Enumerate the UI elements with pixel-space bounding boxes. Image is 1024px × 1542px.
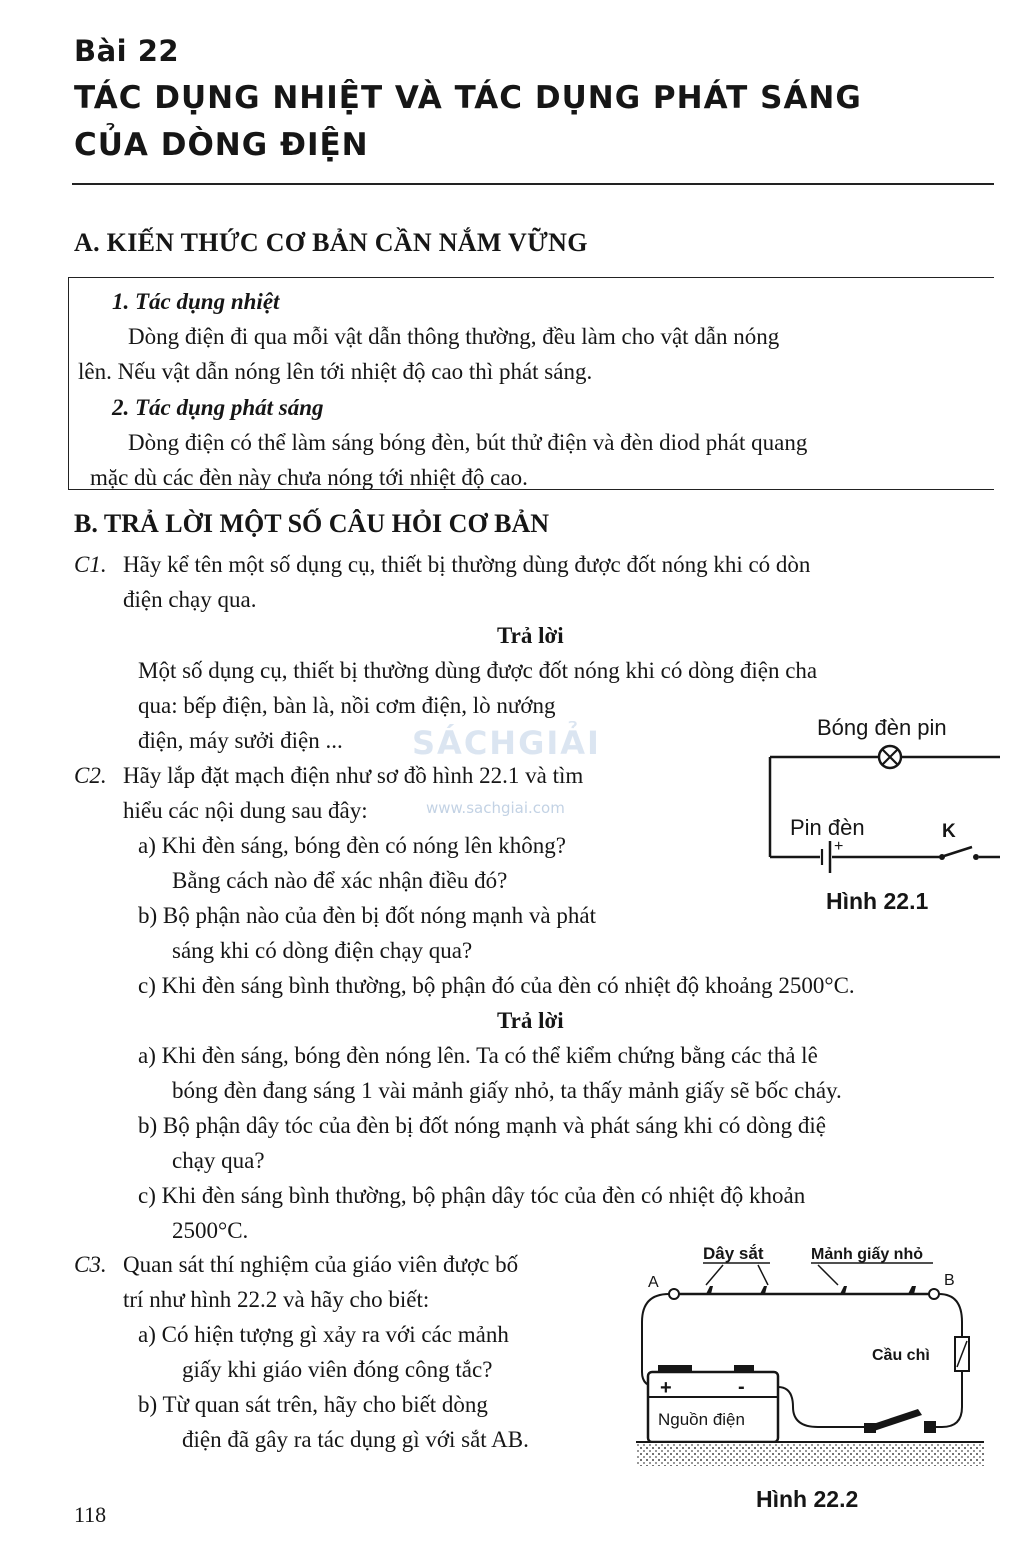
question-c2-b-line-2: sáng khi có dòng điện chạy qua? bbox=[172, 938, 473, 963]
answer-c2-b-line-2: chạy qua? bbox=[172, 1148, 265, 1173]
point-a-label: A bbox=[648, 1274, 659, 1291]
question-c2-a-line-2: Bằng cách nào để xác nhận điều đó? bbox=[172, 868, 508, 893]
lamp-icon bbox=[879, 746, 901, 768]
switch-label: K bbox=[942, 821, 956, 842]
wire-right-top bbox=[939, 1294, 962, 1337]
answer-c2-c-line-2: 2500°C. bbox=[172, 1218, 249, 1243]
item-1-line-1: Dòng điện đi qua mỗi vật dẫn thông thường, đều làm cho vật dẫn nóng bbox=[128, 324, 780, 349]
point-b-label: B bbox=[944, 1272, 955, 1289]
question-c2-b-line-1: b) Bộ phận nào của đèn bị đốt nóng mạnh và phát bbox=[138, 903, 596, 928]
item-1-title: 1. Tác dụng nhiệt bbox=[112, 289, 280, 314]
item-2-line-1: Dòng điện có thể làm sáng bóng đèn, bút thử điện và đèn diod phát quang bbox=[128, 430, 808, 455]
question-c3-label: C3. bbox=[74, 1252, 107, 1277]
question-c1-line-2: điện chạy qua. bbox=[123, 587, 257, 612]
lesson-title-line-2: CỦA DÒNG ĐIỆN bbox=[74, 127, 369, 163]
question-c2-a-line-1: a) Khi đèn sáng, bóng đèn có nóng lên không? bbox=[138, 833, 566, 858]
question-c3-line-2: trí như hình 22.2 và hãy cho biết: bbox=[123, 1287, 430, 1312]
watermark-brand: SÁCHGIẢI bbox=[412, 724, 601, 762]
figure-22-2-caption: Hình 22.2 bbox=[756, 1486, 859, 1512]
question-c2-line-1: Hãy lắp đặt mạch điện như sơ đồ hình 22.1 và tìm bbox=[123, 763, 584, 788]
item-2-line-2: mặc dù các đèn này chưa nóng tới nhiệt độ cao. bbox=[90, 465, 528, 490]
watermark-url: www.sachgiai.com bbox=[426, 799, 565, 817]
terminal-a bbox=[669, 1289, 679, 1299]
wire-right-bottom bbox=[933, 1371, 962, 1427]
battery-label: Pin đèn bbox=[790, 815, 865, 840]
item-1-line-2: lên. Nếu vật dẫn nóng lên tới nhiệt độ cao thì phát sáng. bbox=[78, 359, 593, 384]
figure-22-1-circuit bbox=[760, 705, 1010, 920]
paper-label: Mảnh giấy nhỏ bbox=[811, 1246, 923, 1263]
question-c3-b-line-2: điện đã gây ra tác dụng gì với sắt AB. bbox=[182, 1427, 529, 1452]
question-c2-label: C2. bbox=[74, 763, 107, 788]
terminal-b bbox=[929, 1289, 939, 1299]
switch-icon bbox=[939, 847, 979, 860]
question-c1-label: C1. bbox=[74, 552, 107, 577]
source-plus-sign: + bbox=[660, 1377, 672, 1399]
answer-c2-c-line-1: c) Khi đèn sáng bình thường, bộ phận dây tóc của đèn có nhiệt độ khoản bbox=[138, 1183, 806, 1208]
source-minus-sign: - bbox=[738, 1376, 745, 1398]
item-2-title: 2. Tác dụng phát sáng bbox=[112, 395, 324, 420]
figure-22-1-caption: Hình 22.1 bbox=[826, 888, 929, 914]
answer-c1-line-2: qua: bếp điện, bàn là, nồi cơm điện, lò nướng bbox=[138, 693, 556, 718]
source-label: Nguồn điện bbox=[658, 1410, 745, 1429]
iron-wire-pointer bbox=[706, 1265, 768, 1285]
table-surface bbox=[636, 1442, 984, 1466]
lamp-label: Bóng đèn pin bbox=[817, 715, 947, 740]
question-c3-a-line-2: giấy khi giáo viên đóng công tắc? bbox=[182, 1357, 493, 1382]
fuse-label: Cầu chì bbox=[872, 1347, 930, 1364]
iron-wire-label: Dây sắt bbox=[703, 1244, 764, 1263]
header-divider bbox=[72, 183, 994, 185]
page-number: 118 bbox=[74, 1502, 107, 1527]
figure-22-2-experiment bbox=[628, 1237, 988, 1522]
answer-c2-heading: Trả lời bbox=[497, 1008, 564, 1033]
lesson-number: Bài 22 bbox=[74, 34, 180, 68]
question-c1-line-1: Hãy kể tên một số dụng cụ, thiết bị thường dùng được đốt nóng khi có dòn bbox=[123, 552, 811, 577]
answer-c2-a-line-2: bóng đèn đang sáng 1 vài mảnh giấy nhỏ, ta thấy mảnh giấy sẽ bốc cháy. bbox=[172, 1078, 842, 1103]
paper-pointer bbox=[818, 1265, 838, 1285]
fuse-icon bbox=[955, 1337, 969, 1371]
answer-c2-a-line-1: a) Khi đèn sáng, bóng đèn nóng lên. Ta có thể kiểm chứng bằng các thả lê bbox=[138, 1043, 818, 1068]
question-c3-a-line-1: a) Có hiện tượng gì xảy ra với các mảnh bbox=[138, 1322, 509, 1347]
question-c2-line-2: hiểu các nội dung sau đây: bbox=[123, 798, 368, 823]
battery-plus-sign: + bbox=[834, 838, 844, 855]
answer-c1-line-1: Một số dụng cụ, thiết bị thường dùng được đốt nóng khi có dòng điện cha bbox=[138, 658, 818, 683]
lesson-title-line-1: TÁC DỤNG NHIỆT VÀ TÁC DỤNG PHÁT SÁNG bbox=[74, 80, 862, 116]
question-c2-c-line-1: c) Khi đèn sáng bình thường, bộ phận đó của đèn có nhiệt độ khoảng 2500°C. bbox=[138, 973, 855, 998]
wire-source-to-switch bbox=[778, 1387, 868, 1427]
answer-c1-line-3: điện, máy sưởi điện ... bbox=[138, 728, 343, 753]
battery-icon bbox=[822, 841, 830, 873]
question-c3-b-line-1: b) Từ quan sát trên, hãy cho biết dòng bbox=[138, 1392, 488, 1417]
switch-icon bbox=[864, 1409, 936, 1433]
section-b-heading: B. TRẢ LỜI MỘT SỐ CÂU HỎI CƠ BẢN bbox=[74, 509, 550, 538]
answer-c1-heading: Trả lời bbox=[497, 623, 564, 648]
answer-c2-b-line-1: b) Bộ phận dây tóc của đèn bị đốt nóng mạnh và phát sáng khi có dòng điệ bbox=[138, 1113, 826, 1138]
section-a-heading: A. KIẾN THỨC CƠ BẢN CẦN NẮM VỮNG bbox=[74, 228, 588, 257]
question-c3-line-1: Quan sát thí nghiệm của giáo viên được bố bbox=[123, 1252, 519, 1277]
